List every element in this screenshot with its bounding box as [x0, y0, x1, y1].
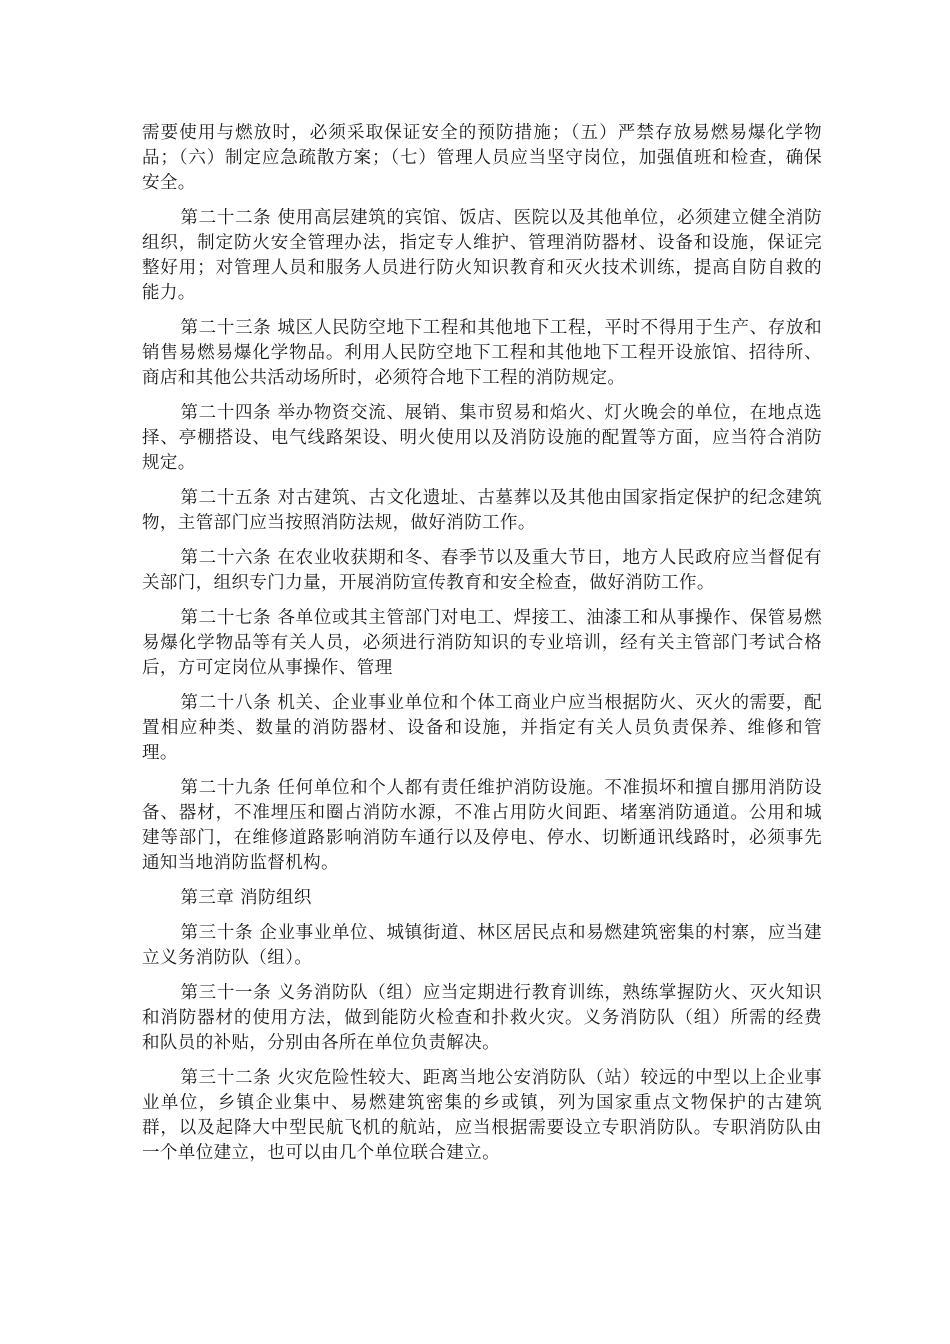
article-23: 第二十三条 城区人民防空地下工程和其他地下工程，平时不得用于生产、存放和销售易燃易爆化学物品。利用人民防空地下工程和其他地下工程开设旅馆、招待所、商店和其他公共活动场所时，必须符合地下工程的消防规定。: [142, 318, 822, 388]
article-31: 第三十一条 义务消防队（组）应当定期进行教育训练，熟练掌握防火、灭火知识和消防器材的使用方法，做到能防火检查和扑救火灾。义务消防队（组）所需的经费和队员的补贴，分别由各所在单位负责解决。: [142, 983, 822, 1053]
article-29: 第二十九条 任何单位和个人都有责任维护消防设施。不准损坏和擅自挪用消防设备、器材，不准埋压和圈占消防水源，不准占用防火间距、堵塞消防通道。公用和城建等部门，在维修道路影响消防车通行以及停电、停水、切断通讯线路时，必须事先通知当地消防监督机构。: [142, 778, 822, 873]
article-27: 第二十七条 各单位或其主管部门对电工、焊接工、油漆工和从事操作、保管易燃易爆化学物品等有关人员，必须进行消防知识的专业培训，经有关主管部门考试合格后，方可定岗位从事操作、管理: [142, 608, 822, 678]
chapter-heading: 第三章 消防组织: [180, 888, 312, 908]
article-30: 第三十条 企业事业单位、城镇街道、林区居民点和易燃建筑密集的村寨，应当建立义务消防队（组）。: [142, 923, 822, 968]
paragraph-continuation: 需要使用与燃放时，必须采取保证安全的预防措施；（五）严禁存放易燃易爆化学物品；（六）制定应急疏散方案；（七）管理人员应当坚守岗位，加强值班和检查，确保安全。: [142, 123, 822, 193]
article-25: 第二十五条 对古建筑、古文化遗址、古墓葬以及其他由国家指定保护的纪念建筑物，主管部门应当按照消防法规，做好消防工作。: [142, 488, 822, 533]
document-body: [142, 121, 822, 1176]
article-22: 第二十二条 使用高层建筑的宾馆、饭店、医院以及其他单位，必须建立健全消防组织，制定防火安全管理办法，指定专人维护、管理消防器材、设备和设施，保证完整好用；对管理人员和服务人员进行防火知识教育和灭火技术训练，提高自防自救的能力。: [142, 208, 822, 303]
article-28: 第二十八条 机关、企业事业单位和个体工商业户应当根据防火、灭火的需要，配置相应种类、数量的消防器材、设备和设施，并指定有关人员负责保养、维修和管理。: [142, 693, 822, 763]
article-32: 第三十二条 火灾危险性较大、距离当地公安消防队（站）较远的中型以上企业事业单位，乡镇企业集中、易燃建筑密集的乡或镇，列为国家重点文物保护的古建筑群，以及起降大中型民航飞机的航站，应当根据需要设立专职消防队。专职消防队由一个单位建立，也可以由几个单位联合建立。: [142, 1068, 822, 1163]
article-24: 第二十四条 举办物资交流、展销、集市贸易和焰火、灯火晚会的单位，在地点选择、亭棚搭设、电气线路架设、明火使用以及消防设施的配置等方面，应当符合消防规定。: [142, 403, 822, 473]
article-26: 第二十六条 在农业收获期和冬、春季节以及重大节日，地方人民政府应当督促有关部门，组织专门力量，开展消防宣传教育和安全检查，做好消防工作。: [142, 548, 822, 593]
